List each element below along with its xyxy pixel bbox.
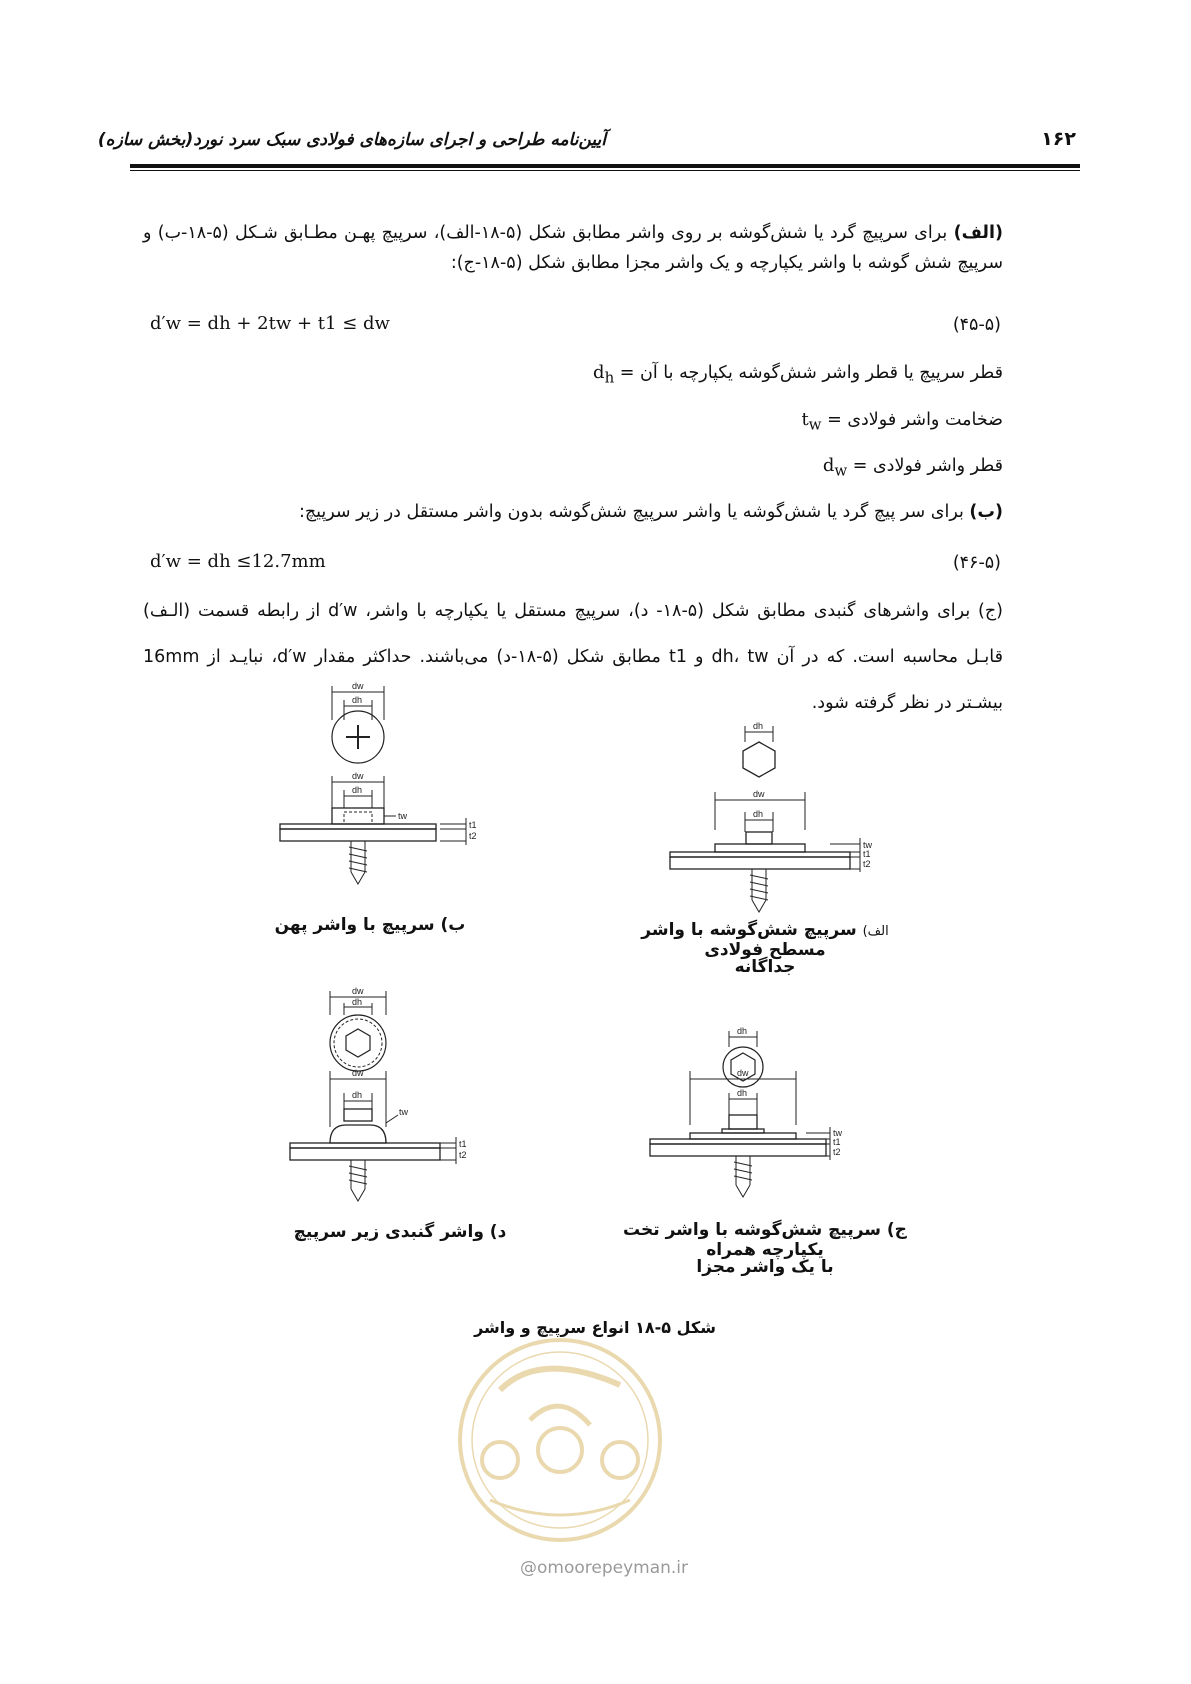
label-t1-dal: t1 [459,1139,467,1149]
label-dh-je: dh [737,1088,748,1098]
label-t2-be: t2 [469,831,477,841]
label-tw-dal: tw [399,1107,408,1117]
caption-be: ب) سرپیچ با واشر پهن [274,915,466,935]
caption-je-line1: ج) سرپیچ شش‌گوشه با واشر تخت یکپارچه همراه [623,1220,907,1260]
definition-tw: $t_w$ = ضخامت واشر فولادی [801,409,1003,434]
figure-be-svg [270,680,490,890]
equation-46: d′w = dh ≤12.7mm [150,551,326,572]
label-dw-be: dw [352,771,364,781]
definition-dw: $d_w$ = قطر واشر فولادی [822,455,1003,480]
paragraph-alef-label: (الف) [953,223,1003,243]
label-t1-alef: t1 [863,849,871,859]
label-dh-alef: dh [753,809,764,819]
caption-alef-line1: سرپیچ شش‌گوشه با واشر مسطح فولادی [641,920,857,960]
equation-45: d′w = dh + 2tw + t1 ≤ dw [150,313,390,334]
label-dh-je-top: dh [737,1026,748,1036]
definition-dh-text: قطر سرپیچ یا قطر واشر شش‌گوشه یکپارچه با آن [640,363,1003,383]
paragraph-alef-text: برای سرپیچ گرد یا شش‌گوشه بر روی واشر مطابق شکل (۵-۱۸-الف)، سرپیچ پهـن مطـابق شـکل (۵-۱۸-ب) و سرپیچ شش گوشه با واشر یکپارچه و یک واشر مجزا مطابق شکل (۵-۱۸-ج): [143,223,1003,273]
running-header-title: آیین‌نامه طراحی و اجرای سازه‌های فولادی سبک سرد نورد(بخش سازه) [97,130,606,150]
label-t2-dal: t2 [459,1150,467,1160]
label-dh-be: dh [352,785,363,795]
label-dh-alef-top: dh [753,721,764,731]
at-icon: @ [520,1558,537,1578]
label-t2-je: t2 [833,1147,841,1157]
symbol-dh: $d_h$ [593,362,615,387]
label-dh-be-top: dh [352,695,363,705]
figure-dal-drawing [280,985,500,1205]
label-dh-dal-top: dh [352,997,363,1007]
figure-je-drawing [640,1025,860,1225]
label-tw-je: tw [833,1128,842,1138]
label-dw-dal-top: dw [352,986,364,996]
label-dw-be-top: dw [352,681,364,691]
header-rule-thick [130,164,1080,168]
paragraph-be-text: برای سر پیچ گرد یا شش‌گوشه یا واشر سرپیچ شش‌گوشه بدون واشر مستقل در زیر سرپیچ: [298,502,970,522]
equation-45-number: (۴۵-۵) [952,315,1001,335]
watermark-url [520,1558,688,1578]
figure-dal-svg [280,985,500,1205]
label-dh-dal: dh [352,1090,363,1100]
figure-alef-svg [660,720,880,930]
watermark-seal-svg [430,1330,690,1550]
paragraph-alef [143,218,1003,278]
symbol-dw: $d_w$ [822,455,848,480]
figure-title: شکل ۵-۱۸ انواع سرپیچ و واشر [474,1318,716,1337]
caption-je-line2: با یک واشر مجزا [696,1257,834,1277]
page-number: ۱۶۲ [1041,128,1076,150]
caption-alef-prefix: الف) [862,924,889,939]
label-t2-alef: t2 [863,859,871,869]
caption-alef-line2: جداگانه [734,957,796,977]
label-dw-dal: dw [352,1068,364,1078]
label-tw-alef: tw [863,840,872,850]
paragraph-je: (ج) برای واشرهای گنبدی مطابق شکل (۵-۱۸- د)، سرپیچ مستقل یا یکپارچه با واشر، d′w از رابطه قسمت (الـف) قابـل محاسبه است. که در آن dh، tw و t1 مطابق شکل (۵-۱۸-د) می‌باشند. حداکثر مقدار d′w، نبایـد از 16mm بیشـتر در نظر گرفته شود. [143,601,1004,713]
label-dw-alef: dw [753,789,765,799]
paragraph-be [143,497,1003,527]
header-rule-thin [130,170,1080,171]
caption-alef [615,920,915,960]
label-tw-be: tw [398,811,407,821]
watermark-url-text: omoorepeyman.ir [537,1558,689,1578]
label-t1-be: t1 [469,820,477,830]
paragraph-be-label: (ب) [969,502,1003,522]
definition-dw-text: قطر واشر فولادی [872,456,1003,476]
label-dw-je: dw [737,1068,749,1078]
figure-alef-drawing [660,720,880,930]
watermark-seal [430,1330,690,1554]
definition-dh: $d_h$ = قطر سرپیچ یا قطر واشر شش‌گوشه یکپارچه با آن [593,362,1003,387]
figure-je-svg [640,1025,860,1225]
label-t1-je: t1 [833,1137,841,1147]
caption-dal: د) واشر گنبدی زیر سرپیچ [293,1222,507,1242]
symbol-tw: $t_w$ [801,409,822,434]
definition-tw-text: ضخامت واشر فولادی [847,410,1003,430]
figure-be-drawing [270,680,490,890]
equation-46-number: (۴۶-۵) [952,553,1001,573]
